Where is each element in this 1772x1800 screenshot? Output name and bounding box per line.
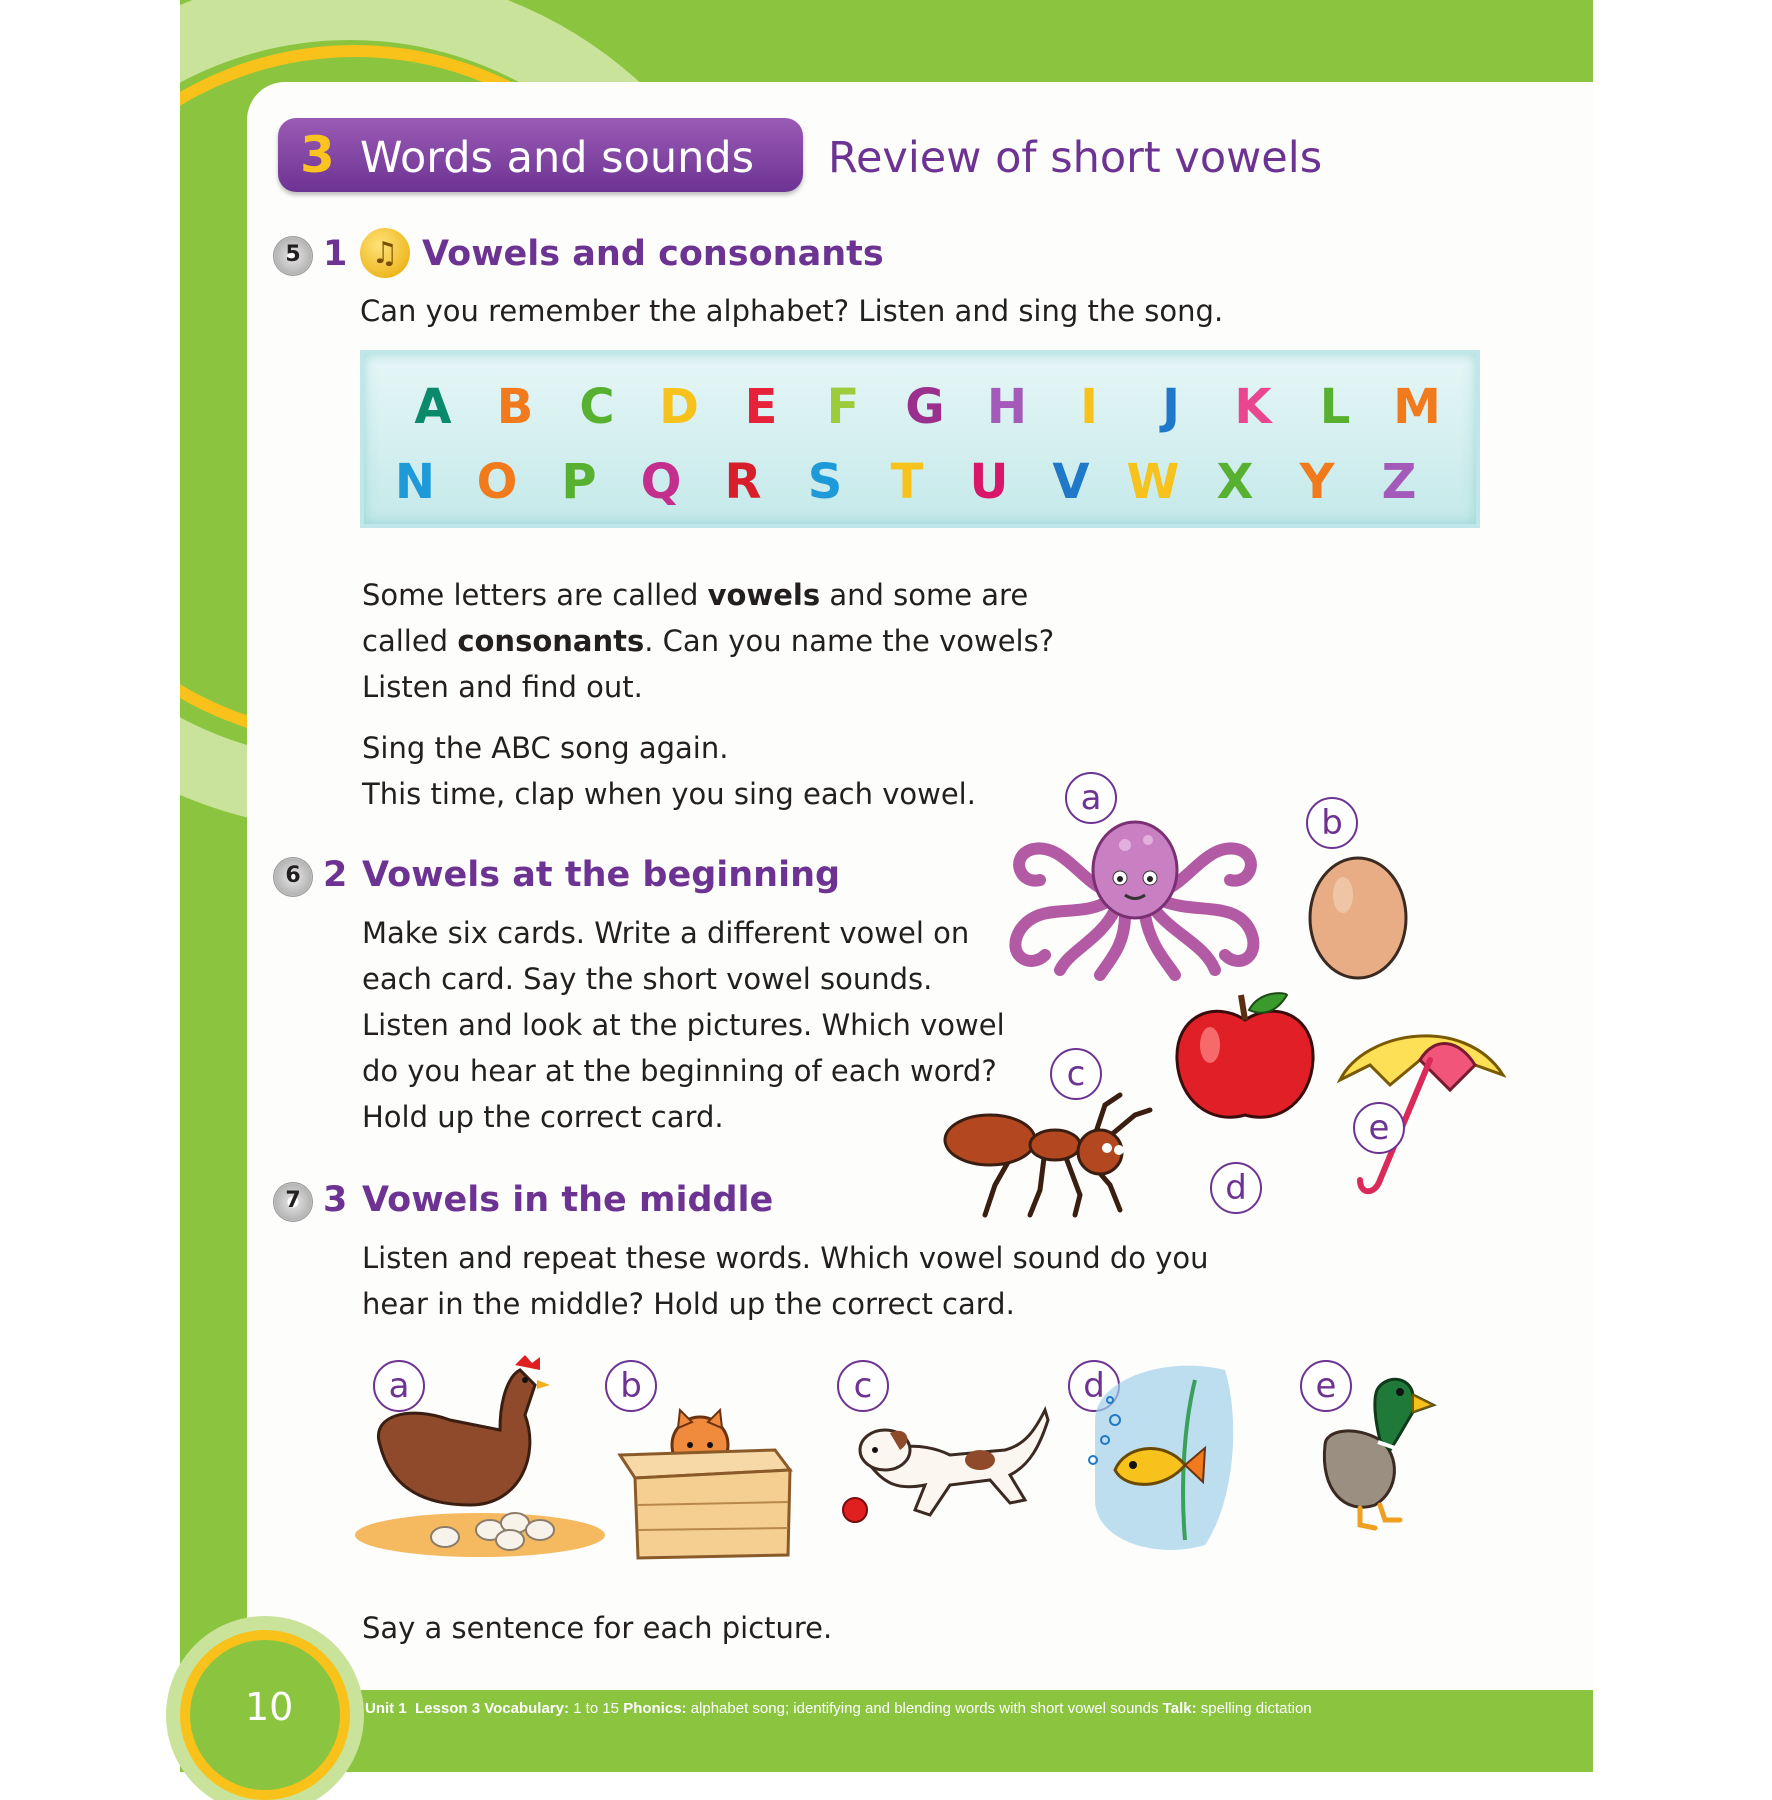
exercise-number: 2 [323,855,348,895]
exercise-title: Vowels and consonants [422,234,884,274]
ant-picture [945,1090,1165,1220]
alphabet-letter-j: J [1162,379,1180,435]
alphabet-row-1 [364,379,1504,435]
alphabet-letter-k: K [1234,379,1272,435]
alphabet-letter-d: D [659,379,699,435]
page-number: 10 [245,1685,294,1729]
footer-lesson: Lesson 3 [415,1700,481,1717]
alphabet-letter-p: P [561,454,597,510]
text-span: This time, clap when you sing each vowel. [362,777,976,811]
exercise-instructions [362,910,1005,1140]
alphabet-letter-v: V [1052,454,1090,510]
lesson-subtitle: Review of short vowels [828,133,1323,183]
alphabet-letter-r: R [724,454,762,510]
text-line: hear in the middle? Hold up the correct card. [362,1287,1015,1321]
alphabet-letter-h: H [986,379,1028,435]
text-line: Listen and look at the pictures. Which vowel [362,1008,1005,1042]
text-span: and some are [820,578,1029,612]
alphabet-letter-u: U [969,454,1009,510]
alphabet-letter-g: G [905,379,945,435]
alphabet-letter-b: B [496,379,534,435]
duck-picture [1305,1370,1435,1530]
text-line: Make six cards. Write a different vowel on [362,916,970,950]
text-span: Listen and find out. [362,670,643,704]
picture-label-c: c [837,1360,889,1412]
music-note-icon: ♫ [360,228,410,278]
text-line: Listen and repeat these words. Which vowel sound do you [362,1241,1209,1275]
footer-vocab-label: Vocabulary: [484,1700,569,1717]
alphabet-letter-e: E [744,379,778,435]
apple-picture [1175,990,1315,1125]
picture-label-c: c [1050,1048,1102,1100]
picture-label-b: b [605,1360,657,1412]
keyword-consonants: consonants [457,624,645,658]
alphabet-panel [360,350,1480,528]
text-line: do you hear at the beginning of each word? [362,1054,997,1088]
dog-picture [830,1405,1055,1530]
text-span: Sing the ABC song again. [362,731,729,765]
exercise-title: Vowels at the beginning [362,855,841,895]
footer-unit: Unit 1 [365,1700,407,1717]
alphabet-letter-y: Y [1299,454,1335,510]
lesson-number: 3 [300,126,335,184]
text-span: . Can you name the vowels? [644,624,1055,658]
hen-picture [350,1355,610,1555]
alphabet-letter-o: O [476,454,518,510]
track-number: 7 [285,1188,301,1213]
text-span: Some letters are called [362,578,708,612]
footer-talk: spelling dictation [1196,1700,1312,1717]
footer-phonics: alphabet song; identifying and blending words with short vowel sounds [686,1700,1163,1717]
vowels-consonants-paragraph [362,572,1054,710]
alphabet-letter-f: F [826,379,860,435]
picture-label-b: b [1306,797,1358,849]
alphabet-letter-s: S [807,454,843,510]
picture-label-d: d [1210,1162,1262,1214]
alphabet-letter-m: M [1393,379,1441,435]
picture-label-d: d [1068,1360,1120,1412]
picture-label-e: e [1353,1102,1405,1154]
picture-label-a: a [1065,772,1117,824]
closing-instruction: Say a sentence for each picture. [362,1611,833,1645]
exercise-number: 1 [323,234,348,274]
alphabet-letter-i: I [1080,379,1098,435]
exercise-instructions [362,1235,1209,1327]
track-number: 6 [285,863,301,888]
alphabet-letter-q: Q [640,454,682,510]
alphabet-letter-a: A [414,379,452,435]
fish-picture [1085,1360,1240,1560]
egg-picture [1308,850,1408,980]
sing-again-paragraph [362,725,976,817]
footer-talk-label: Talk: [1162,1700,1197,1717]
track-number: 5 [285,242,301,267]
footer-vocab: 1 to 15 [568,1700,624,1717]
octopus-picture [1000,810,1270,980]
picture-label-a: a [373,1360,425,1412]
alphabet-letter-w: W [1126,454,1180,510]
text-span: called [362,624,458,658]
keyword-vowels: vowels [707,578,821,612]
exercise-instruction: Can you remember the alphabet? Listen and sing the song. [360,294,1224,328]
text-line: Hold up the correct card. [362,1100,724,1134]
alphabet-letter-l: L [1319,379,1351,435]
cat-in-box-picture [610,1410,800,1560]
lesson-title: Words and sounds [360,133,755,183]
alphabet-letter-c: C [579,379,615,435]
exercise-number: 3 [323,1180,348,1220]
footer-phonics-label: Phonics: [623,1700,687,1717]
footer-text [365,1700,1312,1717]
picture-label-e: e [1300,1360,1352,1412]
alphabet-letter-n: N [394,454,436,510]
text-line: each card. Say the short vowel sounds. [362,962,933,996]
alphabet-letter-t: T [890,454,924,510]
alphabet-row-2 [364,454,1486,510]
exercise-title: Vowels in the middle [362,1180,774,1220]
alphabet-letter-x: X [1216,454,1254,510]
alphabet-letter-z: Z [1381,454,1417,510]
